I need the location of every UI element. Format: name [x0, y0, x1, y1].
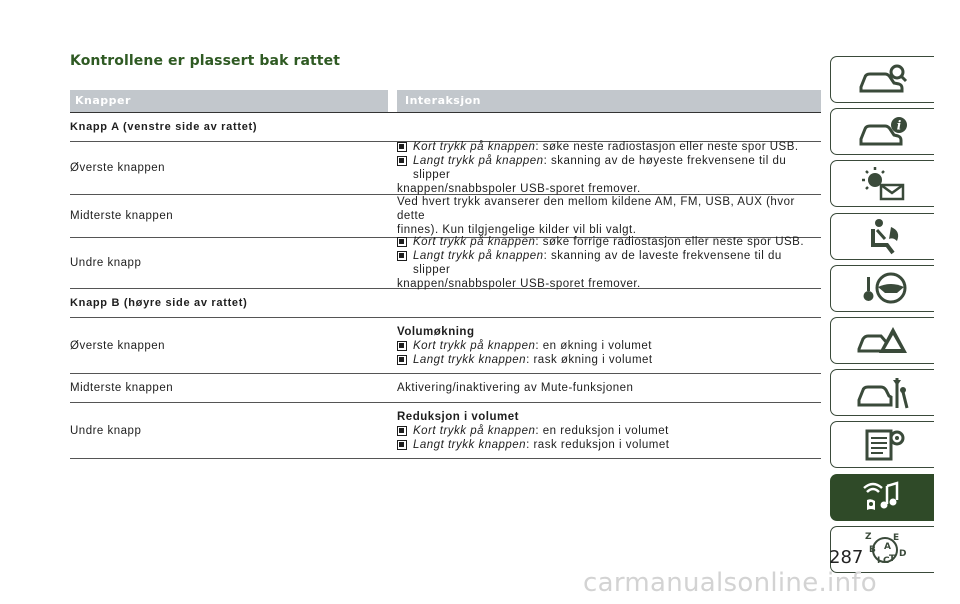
continuation-text: knappen/snabbspoler USB-sporet fremover.: [397, 278, 641, 290]
row-interaction: Aktivering/inaktivering av Mute-funksjonen: [397, 382, 634, 394]
warning-light-icon: [853, 165, 913, 203]
tab-technical-data[interactable]: [830, 421, 934, 468]
technical-data-icon: [853, 426, 913, 464]
tab-safety[interactable]: [830, 213, 934, 260]
tab-emergency[interactable]: [830, 317, 934, 364]
bullet-icon: [397, 237, 407, 247]
bullet-emphasis: Langt trykk knappen: [413, 353, 527, 366]
car-service-icon: [853, 374, 913, 412]
bullet-emphasis: Langt trykk på knappen: [413, 250, 544, 262]
row-text-line: Ved hvert trykk avanserer den mellom kildene AM, FM, USB, AUX (hvor dette: [397, 196, 795, 222]
row-label: Øverste knappen: [70, 162, 166, 174]
bullet-line: [397, 438, 821, 452]
header-interaksjon: Interaksjon: [388, 90, 821, 112]
steering-wheel-icon: [853, 269, 913, 307]
row-interaction: [397, 404, 821, 458]
bullet-line: [397, 235, 821, 249]
bullet-line: [397, 353, 821, 367]
page-number: 287: [829, 547, 864, 568]
bullet-text: : skanning av de laveste frekvensene til du slipper: [413, 250, 782, 276]
header-knapper: Knapper: [75, 94, 131, 107]
svg-text:D: D: [898, 549, 906, 560]
bullet-icon: [397, 251, 407, 261]
bullet-line: [397, 154, 821, 182]
bullet-text: : en reduksjon i volumet: [535, 424, 669, 437]
bullet-icon: [397, 341, 407, 351]
bullet-line: [397, 140, 821, 154]
tab-multimedia[interactable]: [830, 474, 934, 521]
bullet-emphasis: Kort trykk på knappen: [413, 236, 536, 248]
row-interaction: [397, 319, 821, 373]
row-text-line: finnes). Kun tilgjengelige kilder vil bli valgt.: [397, 224, 637, 236]
row-subtitle: Volumøkning: [397, 325, 475, 338]
svg-text:C: C: [882, 556, 890, 567]
row-label: Undre knapp: [70, 257, 142, 269]
page-heading: Kontrollene er plassert bak rattet: [70, 53, 340, 69]
bullet-icon: [397, 440, 407, 450]
row-interaction: [397, 229, 821, 297]
svg-text:A: A: [883, 542, 891, 553]
bullet-text: : skanning av de høyeste frekvensene til du slipper: [413, 155, 787, 181]
tab-service[interactable]: [830, 369, 934, 416]
bullet-icon: [397, 426, 407, 436]
bullet-emphasis: Kort trykk på knappen: [413, 141, 536, 153]
svg-text:T: T: [888, 554, 895, 565]
bullet-icon: [397, 156, 407, 166]
chapter-tabs: [830, 56, 934, 578]
airbag-seat-icon: [853, 217, 913, 255]
tab-starting-driving[interactable]: [830, 265, 934, 312]
row-label: Øverste knappen: [70, 339, 166, 352]
svg-text:Z: Z: [864, 532, 872, 543]
watermark: carmanualsonline.info: [583, 568, 878, 598]
bullet-emphasis: Langt trykk knappen: [413, 438, 527, 451]
table-row: [70, 374, 821, 403]
svg-text:E: E: [892, 533, 899, 544]
bullet-line: [397, 339, 821, 353]
multimedia-icon: [853, 478, 913, 516]
bullet-emphasis: Kort trykk på knappen: [413, 339, 536, 352]
svg-text:i: i: [896, 118, 901, 133]
table-row: [70, 318, 821, 374]
row-label: Undre knapp: [70, 424, 142, 437]
svg-text:I: I: [876, 556, 880, 567]
bullet-text: : rask reduksjon i volumet: [526, 438, 670, 451]
bullet-emphasis: Langt trykk på knappen: [413, 155, 544, 167]
bullet-emphasis: Kort trykk på knappen: [413, 424, 536, 437]
bullet-icon: [397, 355, 407, 365]
row-label: Midterste knappen: [70, 210, 174, 222]
section-knapp-b: Knapp B (høyre side av rattet): [70, 289, 821, 318]
bullet-text: : søke neste radiostasjon eller neste spor USB.: [535, 141, 799, 153]
continuation-text: knappen/snabbspoler USB-sporet fremover.: [397, 183, 641, 195]
row-label: Midterste knappen: [70, 382, 174, 394]
section-knapp-a: Knapp A (venstre side av rattet): [70, 113, 821, 142]
bullet-text: : rask økning i volumet: [526, 353, 653, 366]
controls-table: [70, 90, 821, 459]
car-info-icon: [853, 113, 913, 151]
svg-text:B: B: [868, 545, 876, 556]
breakdown-triangle-icon: [853, 321, 913, 359]
bullet-text: : en økning i volumet: [535, 339, 652, 352]
row-subtitle: Reduksjon i volumet: [397, 410, 519, 423]
table-header: [70, 90, 821, 113]
bullet-icon: [397, 142, 407, 152]
bullet-line: [397, 249, 821, 277]
bullet-text: : søke forrige radiostasjon eller neste spor USB.: [535, 236, 805, 248]
table-row: [70, 403, 821, 459]
tab-warning-lights[interactable]: [830, 160, 934, 207]
bullet-line: [397, 424, 821, 438]
table-row: [70, 142, 821, 195]
tab-car-search[interactable]: [830, 56, 934, 103]
tab-car-info[interactable]: [830, 108, 934, 155]
table-row: [70, 238, 821, 289]
car-search-icon: [853, 61, 913, 99]
